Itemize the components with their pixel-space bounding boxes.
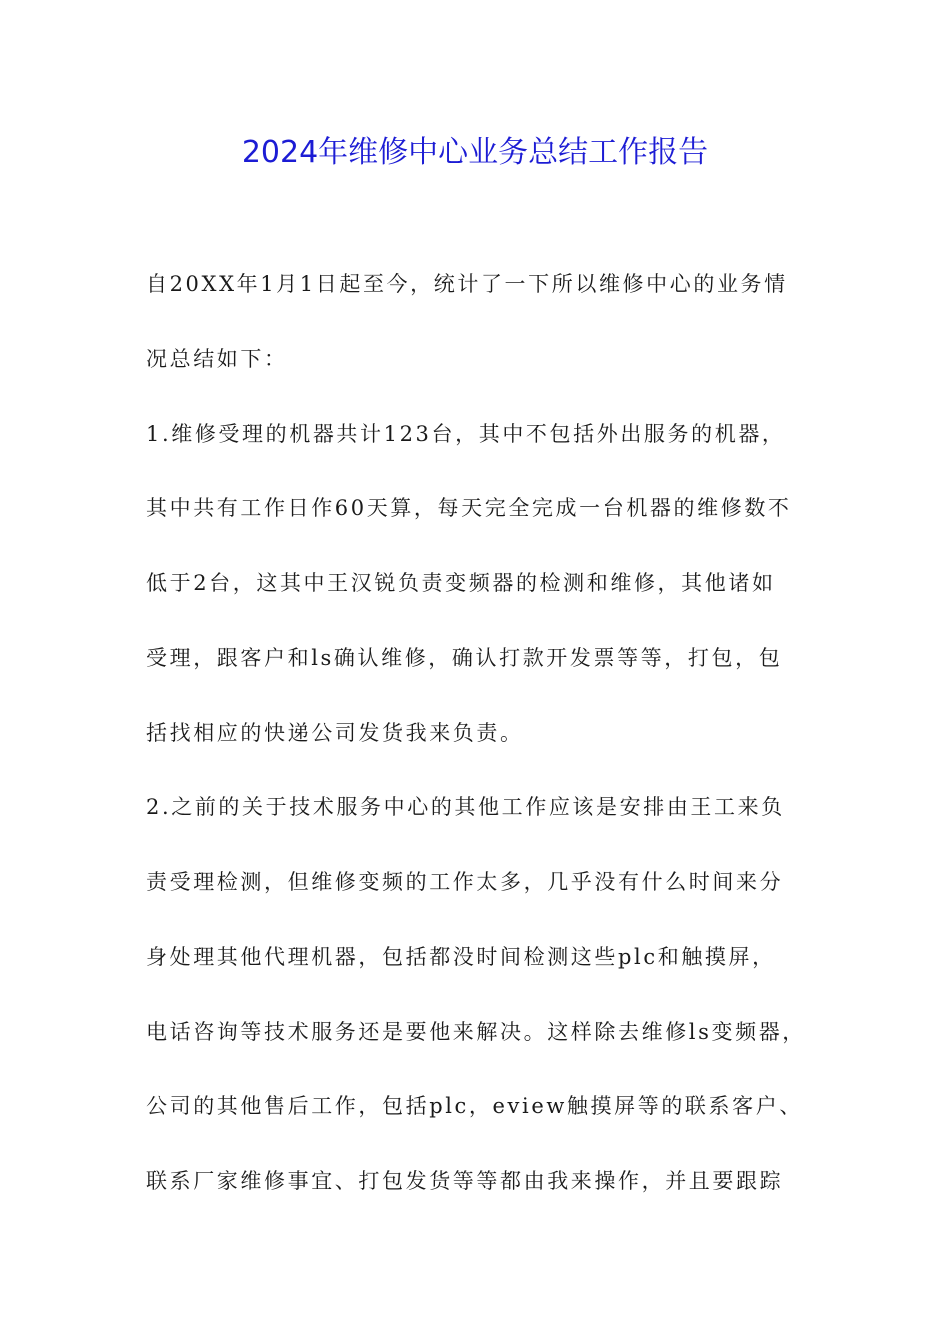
body-line-13: 联系厂家维修事宜、打包发货等等都由我来操作，并且要跟踪: [146, 1169, 784, 1193]
body-line-1: 自20XX年1月1日起至今，统计了一下所以维修中心的业务情: [146, 272, 788, 296]
body-line-7: 括找相应的快递公司发货我来负责。: [146, 721, 524, 745]
body-line-3: 1.维修受理的机器共计123台，其中不包括外出服务的机器，: [146, 422, 786, 446]
body-line-2: 况总结如下：: [146, 347, 288, 371]
body-line-10: 身处理其他代理机器，包括都没时间检测这些plc和触摸屏，: [146, 945, 776, 969]
body-line-12: 公司的其他售后工作，包括plc，eview触摸屏等的联系客户、: [146, 1094, 803, 1118]
body-line-11: 电话咨询等技术服务还是要他来解决。这样除去维修ls变频器，: [146, 1020, 806, 1044]
body-line-5: 低于2台，这其中王汉锐负责变频器的检测和维修，其他诸如: [146, 571, 776, 595]
body-line-8: 2.之前的关于技术服务中心的其他工作应该是安排由王工来负: [146, 795, 785, 819]
body-line-4: 其中共有工作日作60天算，每天完全完成一台机器的维修数不: [146, 496, 792, 520]
body-line-9: 责受理检测，但维修变频的工作太多，几乎没有什么时间来分: [146, 870, 784, 894]
body-line-6: 受理，跟客户和ls确认维修，确认打款开发票等等，打包，包: [146, 646, 783, 670]
document-title: 2024年维修中心业务总结工作报告: [241, 135, 709, 170]
